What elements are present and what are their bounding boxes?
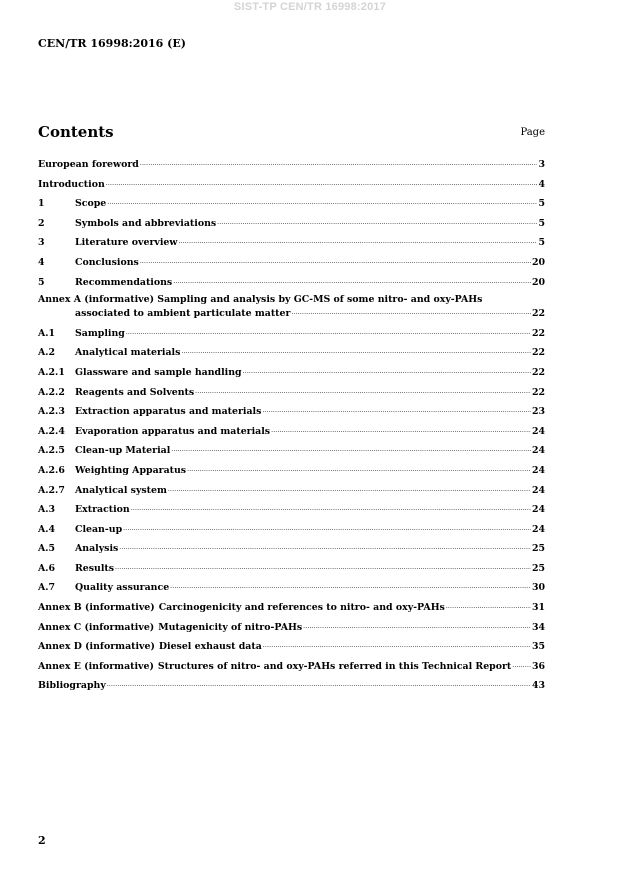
toc-leader-dots [243,366,531,378]
toc-entry-title-continued: associated to ambient particulate matter [75,308,291,320]
toc-entry-page: 24 [531,425,545,437]
toc-entry-number: A.2.6 [38,464,65,476]
toc-entry-number: A.2.5 [38,445,65,457]
toc-entry-number: A.3 [38,504,56,516]
toc-entry-title: Weighting Apparatus [75,464,187,476]
toc-entry-page: 31 [531,602,545,614]
page-column-label: Page [520,127,545,138]
toc-entry-number: 3 [38,237,45,249]
toc-entry-title: Analytical system [75,484,167,496]
toc-entry-page: 24 [531,484,545,496]
toc-entry-a2-3[interactable] [38,404,545,418]
toc-leader-dots [123,523,531,535]
toc-entry-number: A.7 [38,582,56,594]
toc-entry-annex-e[interactable] [38,659,545,673]
toc-entry-page: 5 [538,217,545,229]
toc-entry-page: 36 [531,660,545,672]
toc-entry-page: 25 [531,543,545,555]
toc-leader-dots [303,621,531,633]
toc-entry-number: A.2 [38,347,56,359]
toc-leader-dots [187,464,531,476]
toc-entry-annex-c[interactable] [38,620,545,634]
toc-leader-dots [140,158,538,170]
toc-leader-dots [181,346,531,358]
toc-entry-title: Analytical materials [75,347,181,359]
toc-entry-number: A.6 [38,562,56,574]
toc-entry-annex-d[interactable] [38,639,545,653]
toc-entry-page: 20 [531,276,545,288]
toc-entry-page: 34 [531,621,545,633]
toc-entry-page: 35 [531,641,545,653]
toc-entry-title: Structures of nitro- and oxy-PAHs referred in this Technical Report [157,660,512,672]
toc-entry-number: 2 [38,217,45,229]
toc-entry-number: A.1 [38,327,56,339]
toc-leader-dots [446,601,531,613]
toc-entry-annex-a[interactable] [38,294,545,320]
toc-entry-literature[interactable] [38,235,545,249]
toc-entry-conclusions[interactable] [38,255,545,269]
toc-entry-title: European foreword [38,159,139,170]
toc-entry-scope[interactable] [38,196,545,210]
toc-entry-page: 5 [538,237,545,249]
toc-entry-page: 22 [531,327,545,339]
toc-entry-page: 4 [538,178,545,190]
toc-entry-title: Scope [75,198,107,210]
toc-entry-page: 5 [538,198,545,210]
toc-entry-title: Extraction [75,504,130,516]
toc-entry-page: 25 [531,562,545,574]
toc-entry-title: Carcinogenicity and references to nitro- and oxy-PAHs [158,602,445,614]
toc-entry-number: 5 [38,276,45,288]
toc-entry-title: Sampling [75,327,125,339]
toc-leader-dots [170,581,531,593]
toc-entry-number: A.2.3 [38,406,65,418]
toc-entry-page: 22 [531,347,545,359]
toc-leader-dots [119,542,531,554]
contents-heading: Contents [38,123,114,141]
toc-entry-page: 24 [531,523,545,535]
toc-entry-a2[interactable] [38,345,545,359]
toc-entry-title: Quality assurance [75,582,170,594]
toc-leader-dots [106,178,538,190]
toc-entry-page: 30 [531,582,545,594]
toc-entry-title: Clean-up [75,523,123,535]
toc-leader-dots [217,217,537,229]
toc-entry-number: A.4 [38,523,56,535]
toc-entry-a7[interactable] [38,580,545,594]
toc-leader-dots [291,307,531,319]
toc-entry-title: Results [75,562,115,574]
toc-entry-page: 20 [531,256,545,268]
toc-leader-dots [171,444,531,456]
toc-entry-title: Clean-up Material [75,445,171,457]
toc-entry-page: 3 [538,159,545,170]
toc-entry-number: A.2.4 [38,425,65,437]
toc-leader-dots [271,425,531,437]
toc-entry-recommendations[interactable] [38,275,545,289]
toc-entry-number: A.5 [38,543,56,555]
toc-leader-dots [131,503,531,515]
toc-entry-a2-6[interactable] [38,463,545,477]
toc-entry-a6[interactable] [38,561,545,575]
toc-entry-symbols[interactable] [38,216,545,230]
toc-entry-bibliography[interactable] [38,678,545,692]
toc-entry-title: Reagents and Solvents [75,386,195,398]
toc-entry-title: Analysis [75,543,119,555]
toc-entry-page: 23 [531,406,545,418]
toc-entry-title: Introduction [38,178,105,190]
toc-entry-a2-7[interactable] [38,483,545,497]
toc-leader-dots [512,660,531,672]
watermark: SIST-TP CEN/TR 16998:2017 [233,1,387,13]
toc-entry-page: 22 [531,386,545,398]
toc-entry-number: A.2.7 [38,484,65,496]
toc-entry-a2-2[interactable] [38,385,545,399]
toc-entry-title: Extraction apparatus and materials [75,406,262,418]
toc-entry-a2-1[interactable] [38,365,545,379]
toc-annex-prefix: Annex C (informative) [38,621,155,633]
toc-leader-dots [115,562,531,574]
toc-entry-title: Literature overview [75,237,178,249]
toc-entry-number: A.2.1 [38,366,65,378]
toc-entry-annex-b[interactable] [38,600,545,614]
toc-entry-number: 1 [38,198,45,210]
toc-leader-dots [140,256,531,268]
toc-annex-prefix: Annex B (informative) [38,602,155,614]
toc-leader-dots [263,640,531,652]
toc-entry-title: Evaporation apparatus and materials [75,425,271,437]
table-of-contents [38,157,545,698]
toc-entry-a2-4[interactable] [38,424,545,438]
toc-entry-title: Bibliography [38,680,106,692]
toc-entry-page: 24 [531,445,545,457]
toc-entry-page: 43 [531,680,545,692]
toc-entry-a2-5[interactable] [38,443,545,457]
toc-leader-dots [178,236,537,248]
toc-entry-page: 24 [531,504,545,516]
toc-entry-page: 22 [531,366,545,378]
toc-leader-dots [107,197,537,209]
toc-entry-a1[interactable] [38,326,545,340]
toc-leader-dots [107,679,531,691]
toc-leader-dots [173,276,531,288]
toc-entry-title: Recommendations [75,276,173,288]
toc-entry-title: Mutagenicity of nitro-PAHs [158,621,303,633]
toc-entry-a5[interactable] [38,541,545,555]
toc-annex-prefix: Annex D (informative) [38,641,155,653]
page-number: 2 [38,834,46,847]
toc-entry-number: 4 [38,256,45,268]
toc-entry-title: Diesel exhaust data [158,641,262,653]
toc-entry-foreword[interactable] [38,157,545,171]
toc-entry-title: Glassware and sample handling [75,366,242,378]
toc-entry-introduction[interactable] [38,177,545,191]
toc-entry-page: 24 [531,464,545,476]
toc-entry-a4[interactable] [38,522,545,536]
toc-leader-dots [168,484,531,496]
toc-entry-title: Conclusions [75,256,139,268]
toc-leader-dots [195,386,531,398]
toc-entry-title: Symbols and abbreviations [75,217,217,229]
toc-leader-dots [262,405,531,417]
toc-entry-page: 22 [531,308,545,320]
document-id: CEN/TR 16998:2016 (E) [38,37,186,50]
toc-entry-number: A.2.2 [38,386,65,398]
toc-entry-a3[interactable] [38,502,545,516]
toc-entry-title: Annex A (informative) Sampling and analysis by GC-MS of some nitro- and oxy-PAHs [38,294,483,306]
toc-annex-prefix: Annex E (informative) [38,660,154,672]
toc-leader-dots [126,327,531,339]
